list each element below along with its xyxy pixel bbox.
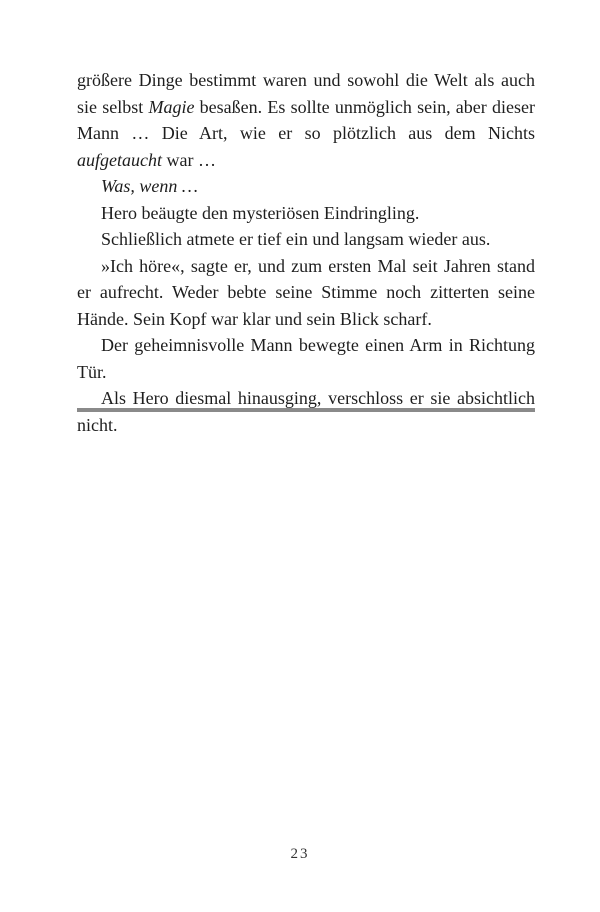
text-segment: besaßen. Es sollte unmöglich sein, aber dieser Mann … Die Art, wie er so plötzlich aus dem Nichts [77, 96, 535, 143]
text-segment-italic: Was, wenn … [101, 176, 198, 196]
page-number: 23 [290, 846, 310, 862]
text-segment: Hero beäugte den mysteriösen Eindringling. [101, 202, 420, 223]
text-segment: größere Dinge bestimmt waren und sowohl die Welt als auch sie selbst [77, 70, 535, 117]
text-segment: Der geheimnisvolle Mann bewegte einen Arm in Richtung Tür. [77, 335, 535, 382]
paragraph-5 [77, 253, 535, 333]
paragraph-4 [77, 226, 535, 253]
paragraph-2 [77, 173, 535, 200]
body-text [77, 67, 535, 438]
paragraph-6 [77, 332, 535, 385]
text-segment-italic: Magie [148, 96, 195, 117]
paragraph-1 [77, 67, 535, 173]
section-divider [77, 408, 535, 412]
text-segment: »Ich höre«, sagte er, und zum ersten Mal seit Jahren stand er aufrecht. Weder bebte seine Stimme noch zitterten seine Hände. Sein Kopf war klar und sein Blick scharf. [77, 255, 535, 329]
text-segment: war … [161, 149, 216, 170]
text-segment: Als Hero diesmal hinausging, verschloss er sie absichtlich nicht. [77, 388, 535, 435]
paragraph-3 [77, 200, 535, 227]
text-segment: Schließlich atmete er tief ein und langsam wieder aus. [101, 229, 491, 249]
text-segment-italic: aufgetaucht [77, 149, 162, 170]
